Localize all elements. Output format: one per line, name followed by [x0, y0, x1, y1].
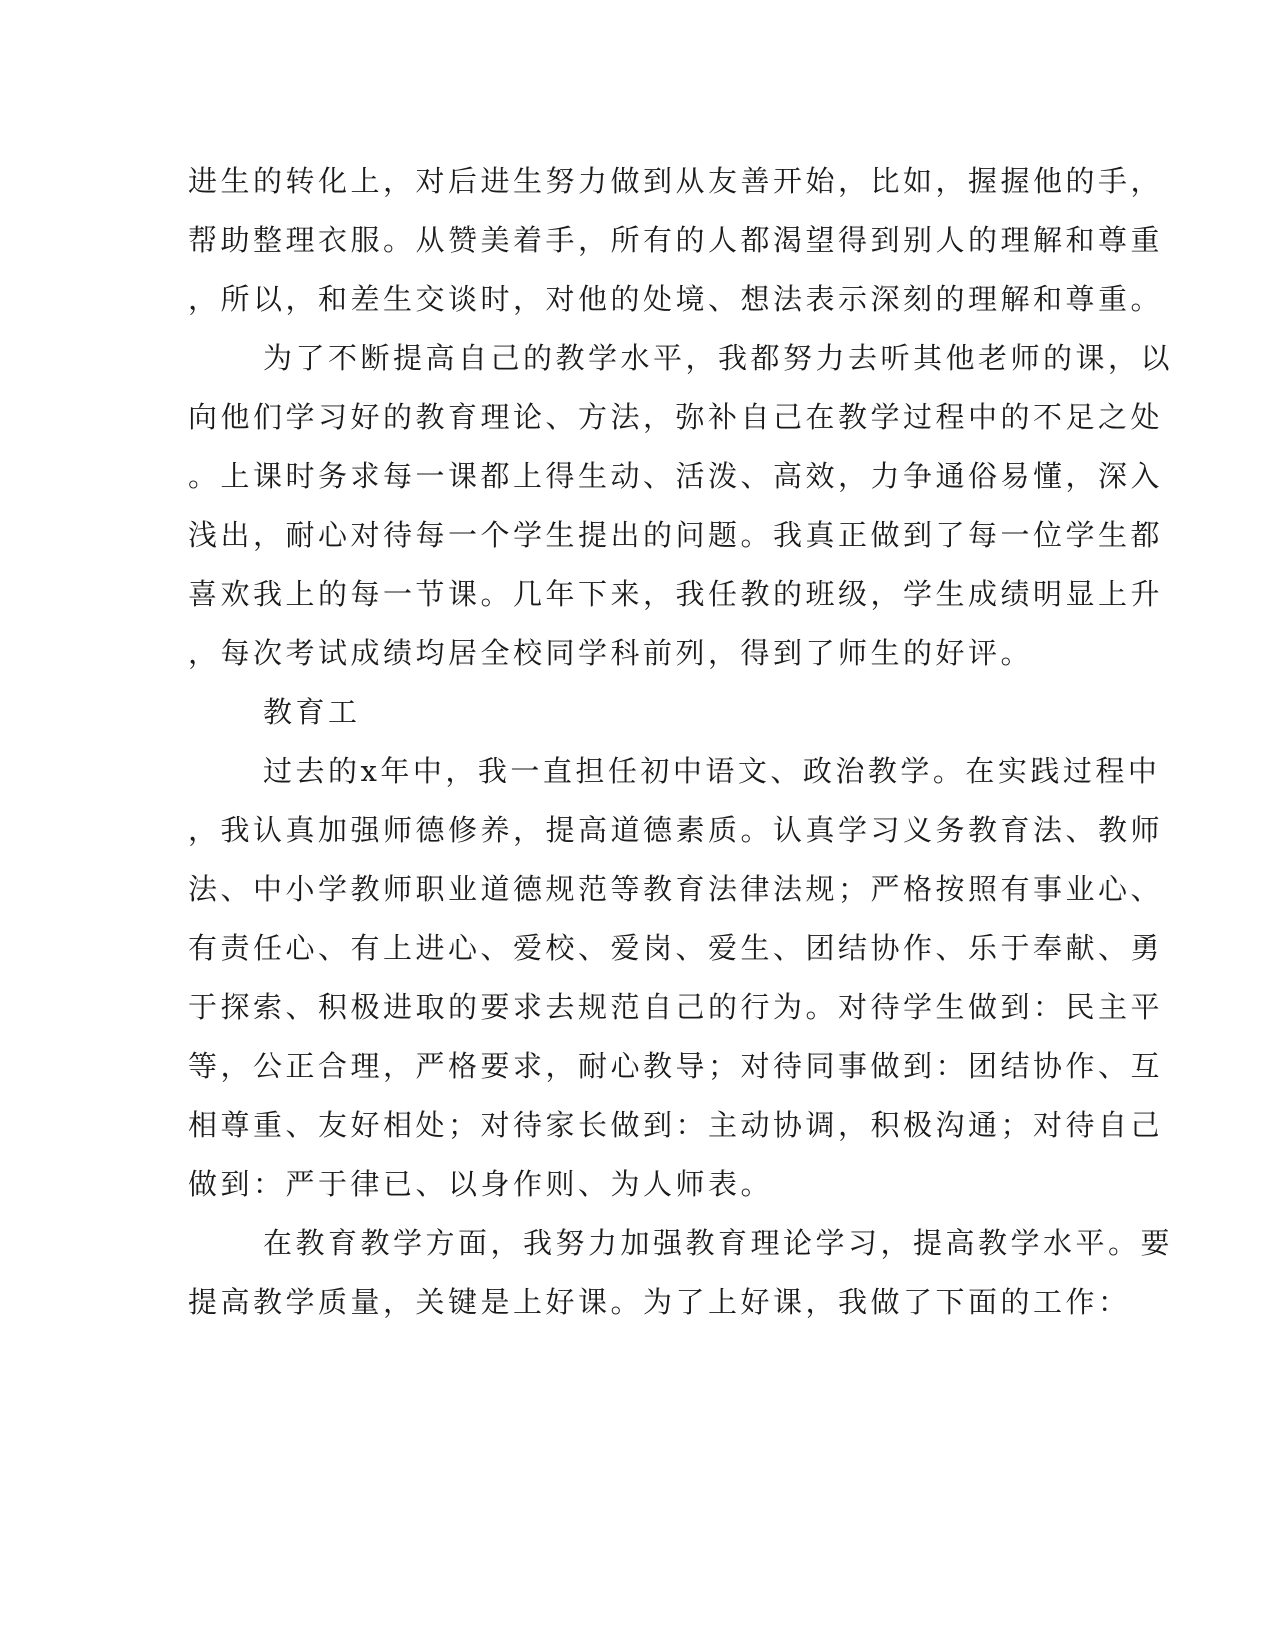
text-line: 有责任心、有上进心、爱校、爱岗、爱生、团结协作、乐于奉献、勇: [188, 931, 1164, 965]
text-line: 等，公正合理，严格要求，耐心教导；对待同事做到：团结协作、互: [188, 1049, 1164, 1083]
text-line: ，每次考试成绩均居全校同学科前列，得到了师生的好评。: [188, 636, 1034, 670]
text-line: 帮助整理衣服。从赞美着手，所有的人都渴望得到别人的理解和尊重: [188, 223, 1164, 257]
text-line: ，所以，和差生交谈时，对他的处境、想法表示深刻的理解和尊重。: [188, 282, 1164, 316]
text-line: 相尊重、友好相处；对待家长做到：主动协调，积极沟通；对待自己: [188, 1108, 1164, 1142]
text-line: 进生的转化上，对后进生努力做到从友善开始，比如，握握他的手，: [188, 164, 1164, 198]
text-line: 浅出，耐心对待每一个学生提出的问题。我真正做到了每一位学生都: [188, 518, 1164, 552]
paragraph-first-line: 在教育教学方面，我努力加强教育理论学习，提高教学水平。要: [263, 1226, 1174, 1260]
paragraph-first-line: 为了不断提高自己的教学水平，我都努力去听其他老师的课，以: [263, 341, 1174, 375]
section-heading: 教育工: [263, 695, 361, 729]
text-line: 向他们学习好的教育理论、方法，弥补自己在教学过程中的不足之处: [188, 400, 1164, 434]
text-line: ，我认真加强师德修养，提高道德素质。认真学习义务教育法、教师: [188, 813, 1164, 847]
text-line: 喜欢我上的每一节课。几年下来，我任教的班级，学生成绩明显上升: [188, 577, 1164, 611]
text-line: 法、中小学教师职业道德规范等教育法律法规；严格按照有事业心、: [188, 872, 1164, 906]
text-line: 于探索、积极进取的要求去规范自己的行为。对待学生做到：民主平: [188, 990, 1164, 1024]
text-line: 做到：严于律已、以身作则、为人师表。: [188, 1167, 774, 1201]
text-line: 提高教学质量，关键是上好课。为了上好课，我做了下面的工作：: [188, 1285, 1131, 1319]
text-line: 。上课时务求每一课都上得生动、活泼、高效，力争通俗易懂，深入: [188, 459, 1164, 493]
paragraph-first-line: 过去的x年中，我一直担任初中语文、政治教学。在实践过程中: [263, 754, 1161, 788]
